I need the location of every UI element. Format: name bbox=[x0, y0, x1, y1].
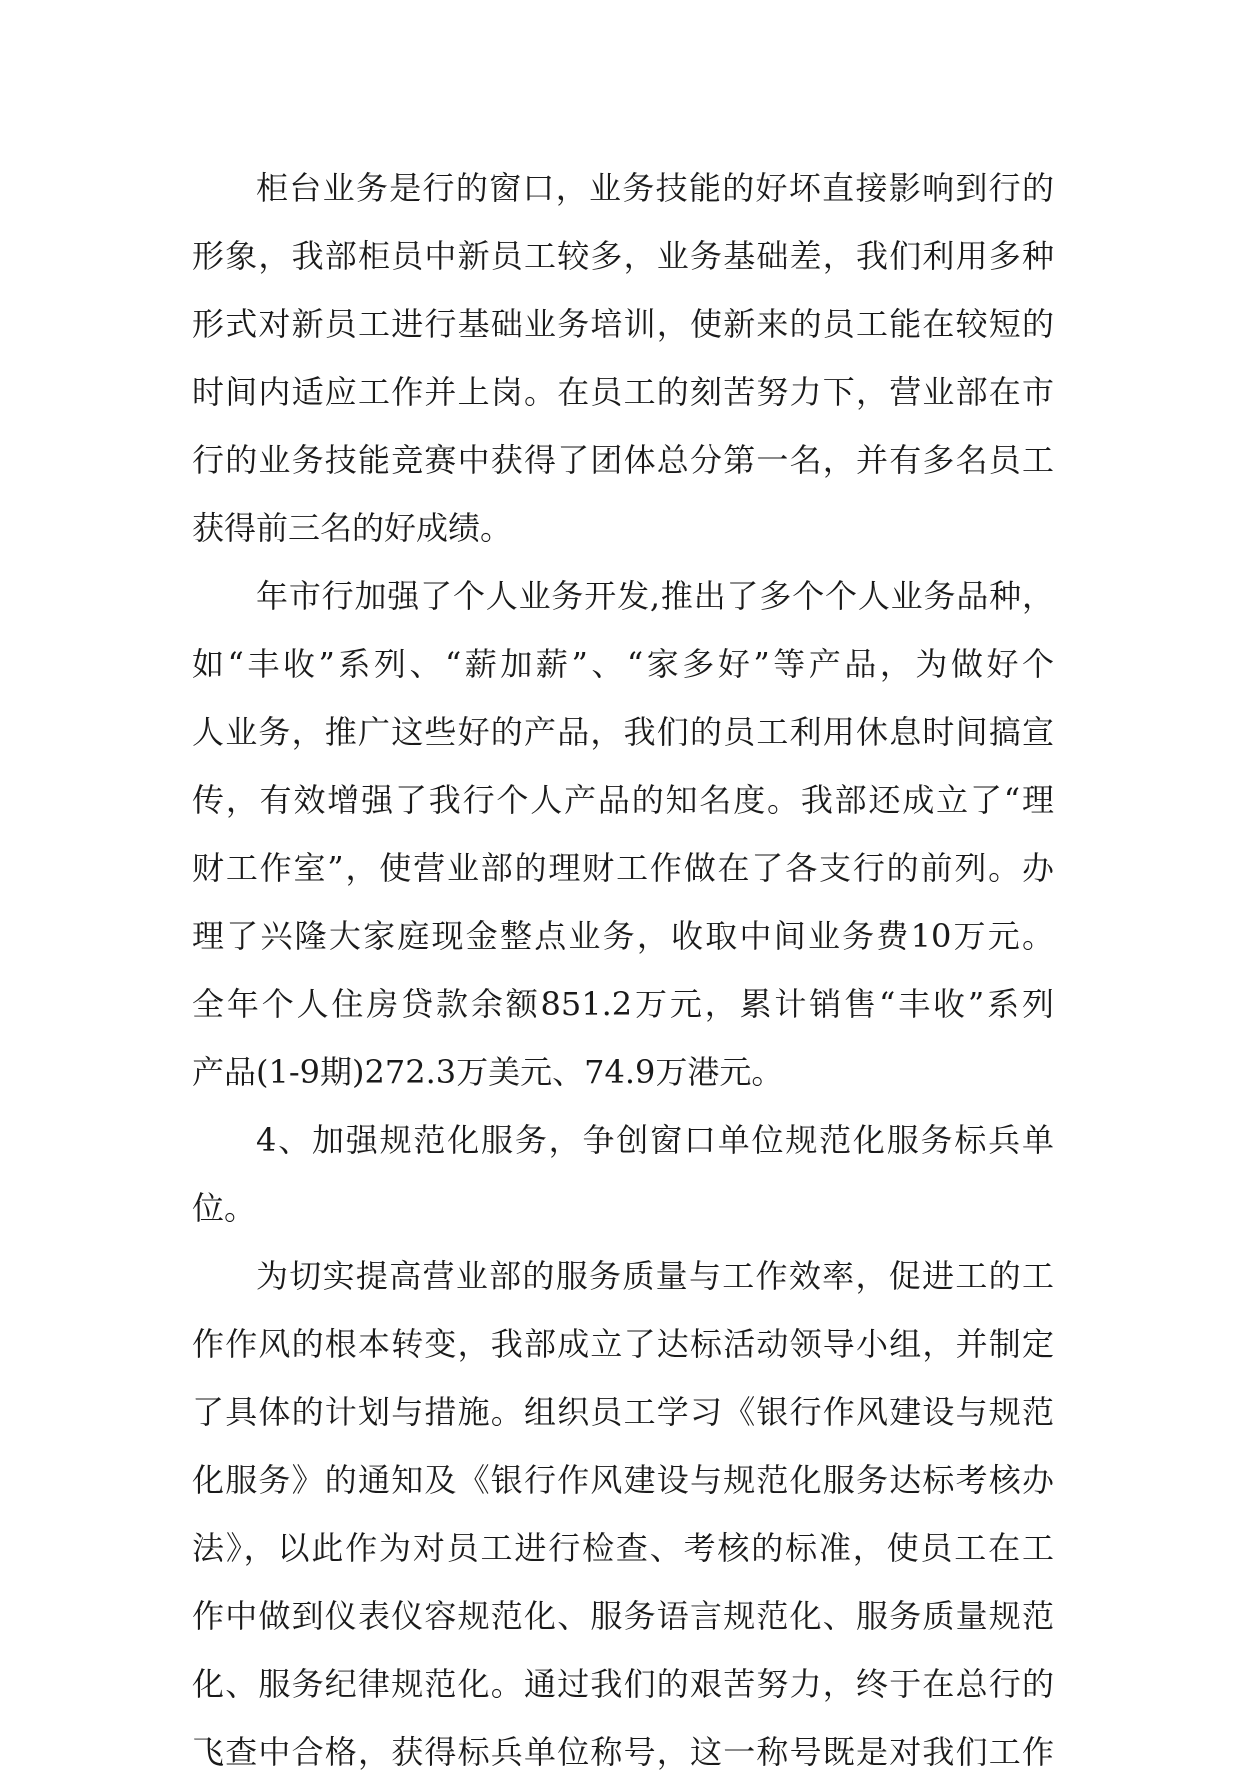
paragraph-line: 飞查中合格，获得标兵单位称号，这一称号既是对我们工作 bbox=[192, 1733, 1054, 1771]
paragraph-line: 位。 bbox=[192, 1189, 257, 1227]
paragraph-line: 传，有效增强了我行个人产品的知名度。我部还成立了“理 bbox=[192, 781, 1054, 819]
section-heading-standardized-service bbox=[192, 1112, 1054, 1248]
paragraph-line: 财工作室”，使营业部的理财工作做在了各支行的前列。办 bbox=[192, 849, 1054, 887]
paragraph-line: 获得前三名的好成绩。 bbox=[192, 509, 513, 547]
paragraph-line: 为切实提高营业部的服务质量与工作效率，促进工的工 bbox=[256, 1257, 1054, 1295]
document-body bbox=[192, 160, 1054, 1792]
paragraph-line: 化、服务纪律规范化。通过我们的艰苦努力，终于在总行的 bbox=[192, 1665, 1054, 1703]
paragraph-line: 产品(1-9期)272.3万美元、74.9万港元。 bbox=[192, 1053, 784, 1091]
paragraph-line: 行的业务技能竞赛中获得了团体总分第一名，并有多名员工 bbox=[192, 441, 1054, 479]
paragraph-line: 作作风的根本转变，我部成立了达标活动领导小组，并制定 bbox=[192, 1325, 1054, 1363]
paragraph-counter-skills bbox=[192, 160, 1054, 568]
paragraph-line: 了具体的计划与措施。组织员工学习《银行作风建设与规范 bbox=[192, 1393, 1054, 1431]
paragraph-line: 化服务》的通知及《银行作风建设与规范化服务达标考核办 bbox=[192, 1461, 1054, 1499]
paragraph-line: 作中做到仪表仪容规范化、服务语言规范化、服务质量规范 bbox=[192, 1597, 1054, 1635]
paragraph-line: 形式对新员工进行基础业务培训，使新来的员工能在较短的 bbox=[192, 305, 1054, 343]
paragraph-line: 人业务，推广这些好的产品，我们的员工利用休息时间搞宣 bbox=[192, 713, 1054, 751]
paragraph-line: 4、加强规范化服务，争创窗口单位规范化服务标兵单 bbox=[256, 1121, 1054, 1159]
paragraph-personal-business bbox=[192, 568, 1054, 1112]
paragraph-line: 年市行加强了个人业务开发,推出了多个个人业务品种， bbox=[256, 577, 1054, 615]
paragraph-line: 全年个人住房贷款余额851.2万元，累计销售“丰收”系列 bbox=[192, 985, 1054, 1023]
paragraph-line: 法》，以此作为对员工进行检查、考核的标准，使员工在工 bbox=[192, 1529, 1054, 1567]
paragraph-line: 形象，我部柜员中新员工较多，业务基础差，我们利用多种 bbox=[192, 237, 1054, 275]
paragraph-line: 理了兴隆大家庭现金整点业务，收取中间业务费10万元。 bbox=[192, 917, 1054, 955]
paragraph-line: 如“丰收”系列、“薪加薪”、“家多好”等产品，为做好个 bbox=[192, 645, 1054, 683]
paragraph-line: 柜台业务是行的窗口，业务技能的好坏直接影响到行的 bbox=[256, 169, 1054, 207]
paragraph-line: 时间内适应工作并上岗。在员工的刻苦努力下，营业部在市 bbox=[192, 373, 1054, 411]
paragraph-service-quality bbox=[192, 1248, 1054, 1792]
